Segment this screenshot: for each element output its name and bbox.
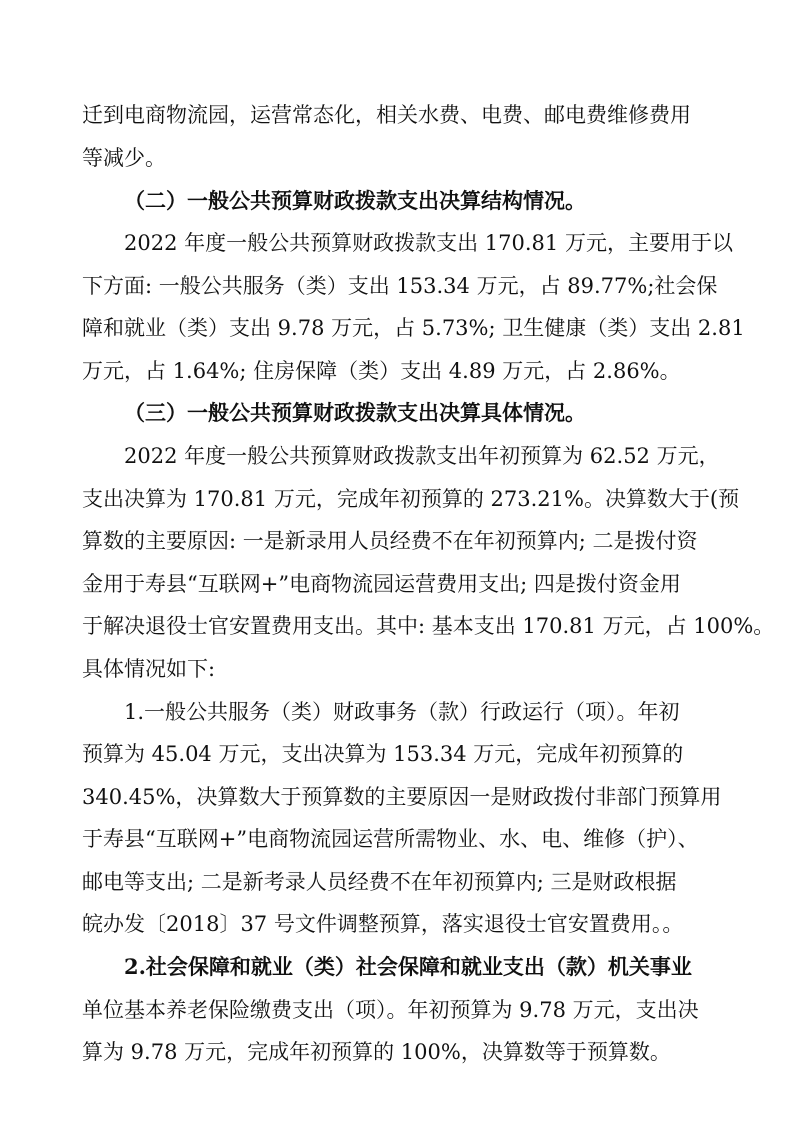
body-text-line: 预算为 45.04 万元，支出决算为 153.34 万元，完成年初预算的	[82, 742, 684, 766]
body-text-line: 障和就业（类）支出 9.78 万元，占 5.73%; 卫生健康（类）支出 2.81	[82, 316, 745, 340]
body-text-line: 皖办发〔2018〕37 号文件调整预算，落实退役士官安置费用。。	[82, 912, 684, 936]
body-text-line: 算为 9.78 万元，完成年初预算的 100%，决算数等于预算数。	[82, 1040, 671, 1064]
subsection-heading: 2.社会保障和就业（类）社会保障和就业支出（款）机关事业	[124, 954, 692, 979]
body-text-line: 金用于寿县“互联网+”电商物流园运营费用支出; 四是拨付资金用	[82, 572, 681, 596]
body-text-line: 于解决退役士官安置费用支出。其中: 基本支出 170.81 万元，占 100%。	[82, 614, 775, 638]
body-text-line: 340.45%，决算数大于预算数的主要原因一是财政拨付非部门预算用	[82, 785, 722, 809]
body-text-line: 具体情况如下:	[82, 657, 216, 681]
body-text-line: 单位基本养老保险缴费支出（项）。年初预算为 9.78 万元，支出决	[82, 998, 699, 1022]
body-text-line: 下方面: 一般公共服务（类）支出 153.34 万元，占 89.77%;社会保	[82, 274, 718, 298]
body-text-line: 于寿县“互联网+”电商物流园运营所需物业、水、电、维修（护）、	[82, 827, 699, 851]
body-text-line: 算数的主要原因: 一是新录用人员经费不在年初预算内; 二是拨付资	[82, 529, 698, 553]
section-heading: （二）一般公共预算财政拨款支出决算结构情况。	[124, 188, 586, 213]
body-text-line: 1.一般公共服务（类）财政事务（款）行政运行（项）。年初	[124, 700, 680, 724]
body-text-line: 邮电等支出; 二是新考录人员经费不在年初预算内; 三是财政根据	[82, 870, 677, 894]
body-text-line: 迁到电商物流园，运营常态化，相关水费、电费、邮电费维修费用	[82, 103, 691, 127]
section-heading: （三）一般公共预算财政拨款支出决算具体情况。	[124, 400, 586, 425]
body-text-line: 2022 年度一般公共预算财政拨款支出 170.81 万元，主要用于以	[124, 231, 733, 255]
body-text-line: 支出决算为 170.81 万元，完成年初预算的 273.21%。决算数大于(预	[82, 487, 740, 511]
body-text-line: 等减少。	[82, 146, 166, 170]
body-text-line: 万元，占 1.64%; 住房保障（类）支出 4.89 万元，占 2.86%。	[82, 359, 681, 383]
body-text-line: 2022 年度一般公共预算财政拨款支出年初预算为 62.52 万元，	[124, 444, 720, 468]
